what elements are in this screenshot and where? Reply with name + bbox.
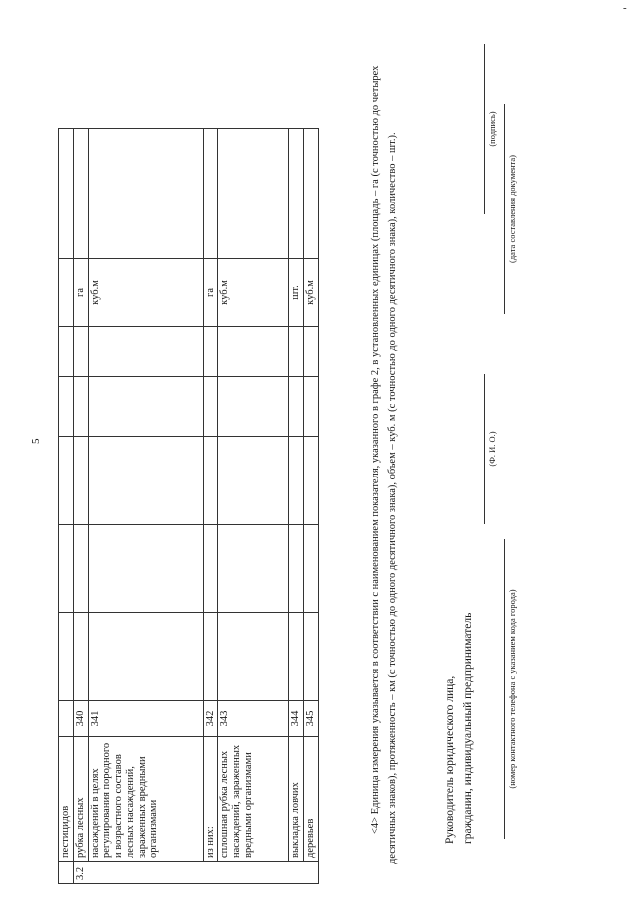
table-cell	[59, 377, 74, 437]
signature-line	[484, 44, 485, 214]
table-cell	[203, 613, 218, 701]
row-unit: куб.м	[304, 259, 319, 327]
table-cell	[289, 129, 304, 259]
table-row	[88, 129, 203, 884]
table-cell	[88, 129, 203, 259]
table-cell	[88, 437, 203, 525]
table-row	[59, 129, 74, 884]
row-unit: шт.	[289, 259, 304, 327]
table-cell	[218, 377, 289, 437]
table-cell	[218, 613, 289, 701]
table-cell	[304, 327, 319, 377]
signature-block	[442, 44, 478, 844]
table-row	[304, 129, 319, 884]
table-row	[203, 129, 218, 884]
table-cell	[289, 377, 304, 437]
table-cell	[289, 613, 304, 701]
table-cell	[304, 525, 319, 613]
table-cell	[73, 437, 88, 525]
table-cell	[73, 327, 88, 377]
row-code: 344	[289, 701, 304, 737]
table-cell	[88, 525, 203, 613]
table-cell	[88, 613, 203, 701]
table-cell	[59, 613, 74, 701]
table-cell	[59, 129, 74, 259]
table-cell	[218, 327, 289, 377]
row-unit: куб.м	[218, 259, 289, 327]
table-cell	[289, 327, 304, 377]
table-cell	[218, 525, 289, 613]
signature-caption: (подпись)	[487, 111, 497, 147]
row-unit: куб.м	[88, 259, 203, 327]
date-line	[504, 104, 505, 314]
table-cell	[59, 259, 74, 327]
row-label: из них:	[203, 737, 218, 862]
row-label: выкладка ловчих	[289, 737, 304, 862]
table-cell	[59, 437, 74, 525]
row-unit: га	[73, 259, 88, 327]
row-label: пестицидов	[59, 737, 74, 862]
footnote: <4> Единица измерения указывается в соответствии с наименованием показателя, указанного в графе 2, в установленных единицах (площадь – га (с точностью до четырех десятичных знаков), протяженность – км (с точностью до одного десятичного знака), объем – куб. м (с точностью до одного десятичного знака), количество – шт.).	[370, 65, 398, 864]
table-cell	[59, 525, 74, 613]
table-row	[73, 129, 88, 884]
table-row	[218, 129, 289, 884]
table-cell	[218, 437, 289, 525]
row-label: деревьев	[304, 737, 319, 862]
table-cell	[203, 437, 218, 525]
page-number: 5	[30, 438, 42, 444]
row-code: 341	[88, 701, 203, 737]
phone-caption: (номер контактного телефона с указанием кода города)	[507, 589, 517, 789]
row-label: рубка лесных	[73, 737, 88, 862]
row-code: 345	[304, 701, 319, 737]
signature-title-line2: гражданин, индивидуальный предприниматель	[461, 612, 474, 844]
table-cell	[73, 525, 88, 613]
table-cell	[304, 129, 319, 259]
report-table	[58, 128, 319, 884]
table-cell	[304, 613, 319, 701]
row-code: 343	[218, 701, 289, 737]
table-cell	[203, 327, 218, 377]
table-cell	[88, 377, 203, 437]
table-cell	[203, 129, 218, 259]
table-cell	[203, 525, 218, 613]
date-caption: (дата составления документа)	[507, 155, 517, 263]
signature-title-line1: Руководитель юридического лица,	[444, 675, 456, 844]
table-cell	[88, 327, 203, 377]
table-cell	[289, 525, 304, 613]
table-cell	[59, 701, 74, 737]
table-cell	[73, 377, 88, 437]
fio-line	[484, 374, 485, 524]
table-row	[289, 129, 304, 884]
row-label: насаждений в целях регулирования породного и возрастного составов лесных насаждений, зараженных вредными организмами	[88, 737, 203, 862]
table-cell	[73, 129, 88, 259]
table-cell	[59, 862, 74, 884]
table-cell	[304, 377, 319, 437]
section-number: 3.2	[73, 862, 318, 884]
table-cell	[304, 437, 319, 525]
row-label: сплошная рубка лесных насаждений, зараженных вредными организмами	[218, 737, 289, 862]
row-code: 340	[73, 701, 88, 737]
fio-caption: (Ф. И. О.)	[487, 431, 497, 467]
phone-line	[504, 539, 505, 839]
table-cell	[59, 327, 74, 377]
corner-mark: -	[623, 2, 627, 14]
table-cell	[289, 437, 304, 525]
row-unit: га	[203, 259, 218, 327]
table-cell	[73, 613, 88, 701]
table-cell	[218, 129, 289, 259]
table-cell	[203, 377, 218, 437]
row-code: 342	[203, 701, 218, 737]
